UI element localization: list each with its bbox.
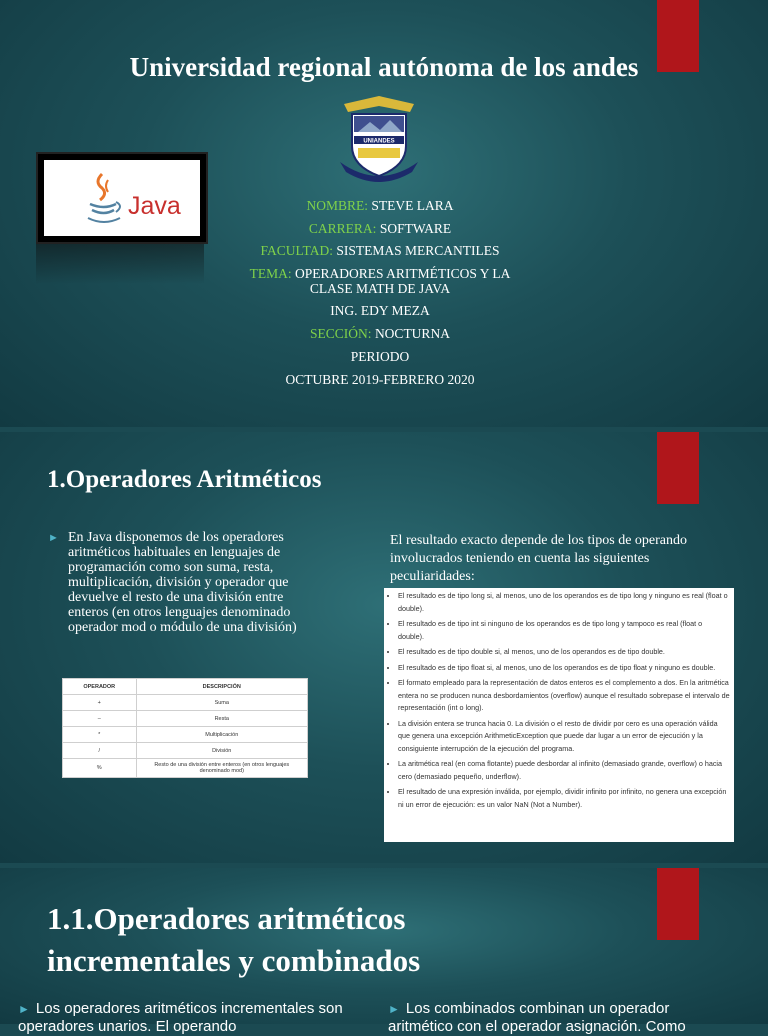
bullet-combined: ► Los combinados combinan un operador aritmético con el operador asignación. Como xyxy=(388,1000,686,1035)
bullet-operators: ► En Java disponemos de los operadores aritméticos habituales en lenguajes de programación como son suma, resta, multiplicación, división y operador que devuelve el resto de una división entre enteros (en otros lenguajes denominado operador mod o módulo de una división) xyxy=(48,530,297,635)
logo-text: UNIANDES xyxy=(363,138,395,145)
operators-table xyxy=(62,678,308,778)
table-row: – Resta xyxy=(63,711,308,727)
info-period: OCTUBRE 2019-FEBRERO 2020 xyxy=(285,372,475,387)
bullet-arrow-icon: ► xyxy=(18,1002,30,1016)
table-header: OPERADOR xyxy=(63,679,137,695)
university-title: Universidad regional autónoma de los andes xyxy=(129,52,639,82)
university-logo xyxy=(338,92,420,186)
info-name: NOMBRE: STEVE LARA xyxy=(306,198,454,213)
slide-heading: 1.1.Operadores aritméticos incrementales y combinados xyxy=(47,901,421,978)
bullet-incremental: ► Los operadores aritméticos incrementales son operadores unarios. El operando xyxy=(18,1000,343,1035)
list-item: • El resultado es de tipo int si ninguno de los operandos es de tipo long y tampoco es real (float o double). xyxy=(398,618,730,643)
java-wordmark: Java xyxy=(128,192,181,220)
info-section: SECCIÓN: NOCTURNA xyxy=(310,326,450,341)
info-period-label: PERIODO xyxy=(350,349,410,364)
info-topic: TEMA: OPERADORES ARITMÉTICOS Y LA CLASE MATH DE JAVA xyxy=(249,266,511,296)
list-item: • La aritmética real (en coma flotante) puede desbordar al infinito (demasiado grande, overflow) o hacia cero (demasiado pequeño, underflow). xyxy=(398,758,730,783)
java-cup-icon xyxy=(84,172,124,226)
red-accent-bar xyxy=(657,868,699,940)
list-item: • El formato empleado para la representación de datos enteros es el complemento a dos. En la aritmética entera no se producen nunca desbordamientos (overflow) aunque el resultado sobrepase el intervalo de representación (int o long). xyxy=(398,677,730,715)
info-teacher: ING. EDY MEZA xyxy=(330,303,430,318)
table-row: / División xyxy=(63,743,308,759)
list-item: • La división entera se trunca hacia 0. La división o el resto de dividir por cero es una operación válida que genera una excepción ArithmeticException que puede dar lugar a un error de ejecución y la consiguiente interrupción de la ejecución del programa. xyxy=(398,718,730,756)
list-item: • El resultado de una expresión inválida, por ejemplo, dividir infinito por infinito, no genera una excepción ni un error de ejecución: es un valor NaN (Not a Number). xyxy=(398,786,730,811)
list-item: • El resultado es de tipo double si, al menos, uno de los operandos es de tipo double. xyxy=(398,646,730,659)
info-career: CARRERA: SOFTWARE xyxy=(308,221,452,236)
list-item: • El resultado es de tipo float si, al menos, uno de los operandos es de tipo float y ninguno es double. xyxy=(398,662,730,675)
table-row: * Multiplicación xyxy=(63,727,308,743)
table-row: + Suma xyxy=(63,695,308,711)
bullet-arrow-icon: ► xyxy=(388,1002,400,1016)
incremental-operators-slide xyxy=(0,868,768,1035)
info-faculty: FACULTAD: SISTEMAS MERCANTILES xyxy=(260,243,500,258)
java-logo-frame xyxy=(36,152,208,244)
red-accent-bar xyxy=(657,432,699,504)
table-header: DESCRIPCIÓN xyxy=(136,679,308,695)
slide-heading: 1.Operadores Aritméticos xyxy=(47,466,322,493)
table-row: % Resto de una división entre enteros (en otros lenguajes denominado mod) xyxy=(63,759,308,778)
list-item: • El resultado es de tipo long si, al menos, uno de los operandos es de tipo long y ninguno es real (float o double). xyxy=(398,590,730,615)
bullet-arrow-icon: ► xyxy=(48,532,59,544)
operators-slide xyxy=(0,432,768,863)
java-logo-reflection xyxy=(36,244,204,284)
title-slide xyxy=(0,0,768,427)
result-intro: El resultado exacto depende de los tipos de operando involucrados teniendo en cuenta las siguientes peculiaridades: xyxy=(390,533,688,584)
rules-panel xyxy=(384,588,734,842)
